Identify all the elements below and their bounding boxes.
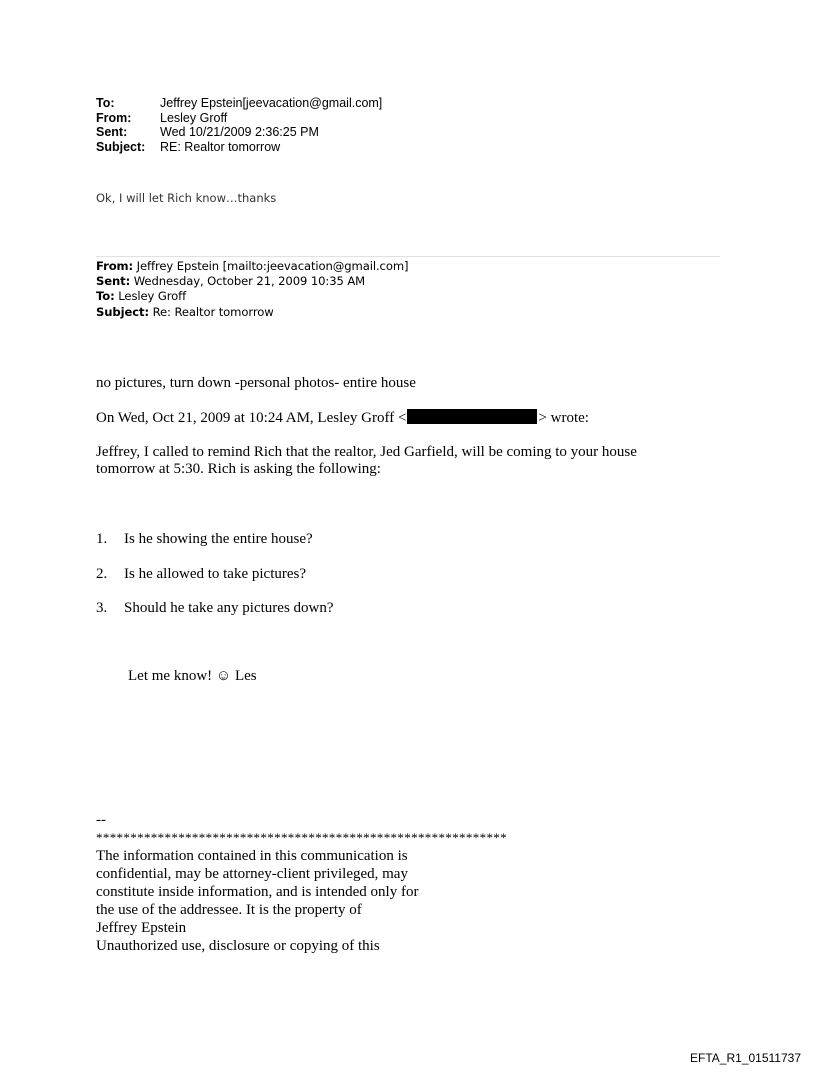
from-value: Lesley Groff: [160, 110, 228, 125]
list-item-text: Is he allowed to take pictures?: [124, 566, 307, 582]
redaction-box: [407, 409, 537, 424]
quoted-to-label: To:: [96, 289, 115, 304]
list-item-number: 3.: [96, 600, 108, 616]
to-row: [96, 96, 382, 111]
disclaimer-line: Unauthorized use, disclosure or copying of this: [96, 938, 380, 954]
quoted-from-row: [96, 259, 408, 274]
disclaimer-block: [96, 811, 507, 955]
from-row: [96, 111, 382, 126]
list-item-text: Is he showing the entire house?: [124, 531, 313, 547]
list-item: [96, 566, 306, 583]
disclaimer-line: Jeffrey Epstein: [96, 920, 187, 936]
disclaimer-line: constitute inside information, and is intended only for: [96, 884, 419, 900]
disclaimer-line: the use of the addressee. It is the property of: [96, 902, 362, 918]
attribution-suffix: > wrote:: [538, 410, 589, 426]
quote-separator: [96, 256, 720, 257]
email-header: [96, 96, 382, 154]
quoted-from-value: Jeffrey Epstein [mailto:jeevacation@gmail.com]: [133, 259, 409, 273]
quoted-sent-value: Wednesday, October 21, 2009 10:35 AM: [130, 274, 366, 289]
signoff-line: Let me know! ☺ Les: [128, 668, 257, 684]
list-item-number: 2.: [96, 566, 108, 582]
sent-label: Sent:: [96, 125, 128, 139]
to-label: To:: [96, 96, 115, 110]
reply-text: Ok, I will let Rich know…thanks: [96, 191, 277, 205]
list-item: [96, 600, 334, 617]
document-id: EFTA_R1_01511737: [690, 1051, 801, 1065]
disclaimer-line: confidential, may be attorney-client privileged, may: [96, 866, 408, 882]
quoted-message-line: no pictures, turn down -personal photos- entire house: [96, 375, 416, 391]
list-item-text: Should he take any pictures down?: [124, 600, 334, 616]
from-label: From:: [96, 110, 132, 125]
sent-row: [96, 125, 382, 140]
signature-dashes: --: [96, 812, 106, 828]
quoted-header: [96, 259, 408, 320]
quoted-subject-value: Re: Realtor tomorrow: [149, 304, 274, 319]
quoted-subject-row: [96, 305, 408, 320]
quoted-from-label: From:: [96, 259, 134, 273]
quoted-subject-label: Subject:: [96, 304, 149, 319]
asterisk-divider: ************************************************************: [96, 830, 507, 845]
list-item: [96, 531, 313, 548]
attribution-line: [96, 409, 589, 427]
disclaimer-line: The information contained in this communication is: [96, 848, 408, 864]
quoted-sent-label: Sent:: [96, 274, 131, 289]
list-item-number: 1.: [96, 531, 108, 547]
subject-row: [96, 140, 382, 155]
to-value: Jeffrey Epstein[jeevacation@gmail.com]: [160, 96, 383, 110]
quoted-sent-row: [96, 274, 408, 289]
sent-value: Wed 10/21/2009 2:36:25 PM: [160, 125, 319, 139]
subject-label: Subject:: [96, 139, 146, 154]
attribution-prefix: On Wed, Oct 21, 2009 at 10:24 AM, Lesley Groff <: [96, 410, 407, 426]
quoted-to-value: Lesley Groff: [114, 289, 187, 304]
quoted-to-row: [96, 289, 408, 304]
message-paragraph: Jeffrey, I called to remind Rich that the realtor, Jed Garfield, will be coming to your house tomorrow at 5:30. Rich is asking the following:: [96, 444, 637, 477]
subject-value: RE: Realtor tomorrow: [160, 139, 281, 154]
